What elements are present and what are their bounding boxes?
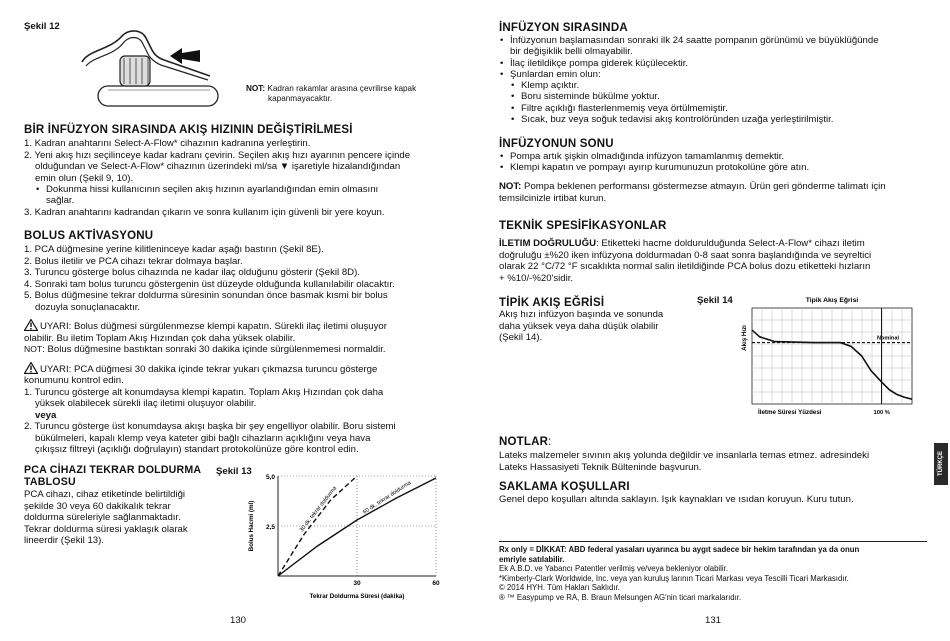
notes-heading	[499, 436, 931, 448]
nominal-label: Nominal	[876, 335, 900, 342]
warning-text: : PCA düğmesi 30 dakika içinde tekrar yukarı çıkmazsa turuncu gösterge	[68, 363, 378, 375]
end-heading: İNFÜZYONUN SONU	[499, 138, 614, 150]
infusion-bullets-2	[499, 58, 929, 80]
refill-heading: PCA CİHAZI TEKRAR DOLDURMA	[24, 464, 202, 476]
warning-label: UYARI	[40, 363, 69, 375]
refill-line: PCA cihazı, cihaz etiketinde belirtildiği	[24, 489, 186, 500]
language-tab	[934, 443, 948, 485]
figure-12-illustration	[60, 28, 245, 116]
infusion-sub-bullet: • Filtre açıklığı flasterlenmemiş veya örtülmemiştir.	[499, 103, 929, 114]
right-page	[475, 0, 950, 641]
specs-lead: İLETIM DOĞRULUĞU	[499, 238, 596, 249]
warning-text: : Bolus düğmesi sürgülenmezse klempi kapatın. Sürekli ilaç iletimi oluşuyor	[68, 321, 387, 332]
bolus-step-2: 2. Bolus iletilir ve PCA cihazı tekrar dolmaya başlar.	[24, 255, 243, 267]
footer-patents: Ek A.B.D. ve Yabancı Patentler verilmiş ve/veya bekleniyor olabilir.	[499, 564, 728, 574]
infusion-heading: İNFÜZYON SIRASINDA	[499, 22, 628, 34]
footer-caution: Rx only = DİKKAT: ABD federal yasaları uyarınca bu aygıt sadece bir hekim tarafından ya da onun	[499, 545, 860, 554]
bolus-step-4: 4. Sonraki tam bolus turuncu göstergenin üst düzeyde olduğunda kullanılabilir olacaktır.	[24, 278, 395, 290]
infusion-bullet-cont: bir değişiklik belli olmayabilir.	[510, 46, 633, 58]
typical-line: daha yüksek veya daha düşük olabilir	[499, 320, 659, 332]
chart-title: Tipik Akış Eğrisi	[805, 297, 859, 304]
x-axis-label: İletme Süresi Yüzdesi	[758, 409, 822, 416]
bolus-check-2: 2. Turuncu gösterge üst konumdaysa akışı başka bir şey engelliyor olabilir. Boru sistemi	[24, 421, 396, 432]
end-bullets	[499, 151, 929, 173]
flow-step-2-cont: olduğundan ve Select-A-Flow* cihazının üzerindeki ml/sa ▼ işaretiyle hizalandığından	[35, 161, 401, 172]
end-bullet: • Klempi kapatın ve pompayı ayırıp kurumunuzun protokolüne göre atın.	[499, 162, 929, 173]
storage-section	[499, 481, 931, 506]
flow-change-heading: BİR İNFÜZYON SIRASINDA AKIŞ HIZININ DEĞİŞTİRİLMESİ	[24, 124, 353, 136]
warning-icon	[24, 362, 38, 374]
warning-label: UYARI	[40, 321, 69, 332]
refill-heading-2: TABLOSU	[24, 476, 76, 488]
bolus-warning-1-cont: olabilir. Bu iletim Toplam Akış Hızından çok daha yüksek olabilir.	[24, 332, 296, 344]
flow-step-1: 1. Kadran anahtarını Select-A-Flow* cihazının kadranına yerleştirin.	[24, 138, 311, 149]
infusion-bullet: • Şunlardan emin olun:	[499, 69, 929, 80]
footer-easypump: ® ™ Easypump ve RA, B. Braun Melsungen AG'nin ticari markalarıdır.	[499, 592, 742, 602]
flow-bullet: • Dokunma hissi kullanıcının seçilen akış hızının ayarlandığından emin olmasını	[24, 184, 464, 195]
refill-line: Tekrar doldurma süresi yaklaşık olarak	[24, 523, 188, 535]
typical-section	[499, 297, 699, 344]
note-text-2: kapanmayacaktır.	[268, 94, 333, 103]
figure-12-caption: Şekil 12	[24, 21, 60, 32]
typical-line: Akış hızı infüzyon başında ve sonunda	[499, 309, 664, 320]
bolus-section	[24, 230, 464, 456]
specs-text-1: : Etiketteki hacme doldurulduğunda Select-A-Flow* cihazı iletim	[596, 238, 865, 249]
specs-text	[499, 238, 931, 250]
refill-line: şekilde 30 veya 60 dakikalık tekrar	[24, 500, 171, 512]
infusion-bullet: • İnfüzyonun başlamasından sonraki ilk 24 saatte pompanın görünümü ve büyüklüğünde	[499, 35, 929, 46]
end-note-cont: temsilcinizle irtibat kurun.	[499, 192, 607, 204]
refill-line: lineerdir (Şekil 13).	[24, 535, 104, 546]
note-label: NOT:	[499, 181, 522, 193]
infusion-sub-bullet: • Boru sisteminde bükülme yoktur.	[499, 91, 929, 102]
refill-section	[24, 464, 224, 547]
footer-trademark: *Kimberly-Clark Worldwide, Inc. veya yan kuruluş larının Ticari Markası veya Tescilli Ticari Markasıdır.	[499, 573, 849, 583]
specs-text-4: + %10/-%20'sidir.	[499, 272, 574, 284]
x-tick-label: 60	[432, 580, 440, 587]
bolus-step-1: 1. PCA düğmesine yerine kilitleninceye kadar aşağı bastırın (Şekil 8E).	[24, 244, 324, 255]
end-bullet: • Pompa artık şişkin olmadığında infüzyon tamamlanmış demektir.	[499, 151, 929, 162]
infusion-sub-bullet: • Sıcak, buz veya soğuk tedavisi akış kontrolöründen uzağa yerleştirilmiştir.	[499, 114, 929, 125]
y-axis-label: Akış Hızı	[741, 325, 748, 351]
language-tab-label: TÜRKÇE	[934, 443, 948, 485]
y-axis-label: Bolus Hacmi (ml)	[248, 500, 255, 552]
bolus-step-5-cont: dozuyla sonuçlanacaktır.	[35, 301, 141, 313]
end-note	[499, 181, 929, 193]
bolus-note	[24, 344, 464, 356]
refill-line: doldurma süreleriyle sağlanmaktadır.	[24, 512, 181, 523]
y-tick-label: 2,5	[265, 524, 275, 531]
storage-text: Genel depo koşulları altında saklayın. Işık kaynakları ve ısıdan koruyun. Kuru tutun.	[499, 494, 854, 505]
note-text: Kadran rakamlar arasına çevrilirse kapak	[267, 84, 417, 93]
warning-icon	[24, 319, 38, 331]
bolus-check-1: 1. Turuncu gösterge alt konumdaysa klempi kapatın. Toplam Akış Hızından çok daha	[24, 386, 384, 398]
notes-line: Lateks malzemeler sıvının akış yolunda değildir ve insanlarla temas etmez. adresindeki	[499, 450, 870, 461]
figure-13-chart	[240, 462, 450, 612]
y-tick-label: 5,0	[265, 474, 275, 481]
x-tick-label: 30	[353, 580, 361, 587]
flow-bullet-list	[24, 184, 464, 195]
infusion-sub-bullet: • Klemp açıktır.	[499, 80, 929, 91]
notes-heading-text: NOTLAR	[499, 436, 549, 448]
figure-13-caption: Şekil 13	[216, 466, 252, 477]
typical-line: (Şekil 14).	[499, 332, 543, 343]
figure-14-chart	[730, 292, 925, 432]
bolus-check-1-cont: yüksek olabilecek sürekli ilaç iletimi oluşuyor olabilir.	[35, 398, 257, 409]
specs-section	[499, 220, 931, 284]
bolus-or: veya	[35, 409, 57, 421]
note-label: NOT	[24, 344, 43, 354]
flow-bullet-cont: sağlar.	[46, 195, 75, 207]
note-label: NOT:	[246, 84, 266, 93]
notes-heading-colon: :	[548, 436, 552, 448]
end-section	[499, 138, 929, 204]
flow-step-3: 3. Kadran anahtarını kadrandan çıkarın ve sonra kullanım için güvenli bir yere koyun.	[24, 206, 385, 218]
infusion-bullets	[499, 35, 929, 46]
bolus-warning-1	[24, 319, 464, 333]
page-number: 131	[705, 615, 722, 626]
note-text: : Bolus düğmesine bastıktan sonraki 30 dakika içinde sürgülenmemesi normaldir.	[42, 344, 386, 355]
series-label: 60 dk. tekrar doldurma	[362, 480, 413, 516]
bolus-step-5: 5. Bolus düğmesine tekrar doldurma süresinin sonundan önce basmak kısmi bir bolus	[24, 290, 388, 301]
note-text: Pompa beklenen performansı göstermezse atmayın. Ürün geri gönderme talimatı için	[521, 181, 886, 193]
series-label: 30 dk. tekrar doldurma	[298, 485, 339, 534]
infusion-section	[499, 22, 929, 125]
page-number: 130	[230, 615, 247, 626]
infusion-sub-bullets	[499, 80, 929, 125]
figure-12-note	[246, 84, 416, 104]
x-marker-label: 100 %	[873, 410, 890, 416]
bolus-warning-2	[24, 362, 464, 376]
bolus-check-2-cont: bükülmeleri, kapalı klemp veya kateter gibi bağlı cihazların açıklığını veya hava	[35, 432, 371, 444]
flow-step-2: 2. Yeni akış hızı seçilinceye kadar kadranı çevirin. Seçilen akış hızı ayarının pencere içinde	[24, 149, 411, 161]
bolus-warning-2-cont: konumunu kontrol edin.	[24, 375, 124, 386]
notes-line: Lateks Hassasiyeti Teknik Bülteninde başvurun.	[499, 461, 702, 473]
storage-heading: SAKLAMA KOŞULLARI	[499, 481, 630, 493]
footer	[499, 541, 927, 603]
specs-text-2: doğruluğu ±%20 iken infüzyona doldurmadan 0-8 saat sonra başlandığında ve seyreltici	[499, 249, 872, 261]
footer-caution-cont: emriyle satılabilir.	[499, 554, 565, 564]
bolus-step-3: 3. Turuncu gösterge bolus cihazında ne kadar ilaç olduğunu gösterir (Şekil 8D).	[24, 267, 360, 278]
specs-text-3: olarak 22 °C/72 °F sıcaklıkta normal salin iletildiğinde PCA bolus dozu etiketteki hızların	[499, 261, 871, 272]
flow-step-2-cont-2: emin olun (Şekil 9, 10).	[35, 172, 134, 184]
infusion-bullet: • İlaç iletildikçe pompa giderek küçülecektir.	[499, 58, 929, 69]
typical-heading: TİPİK AKIŞ EĞRİSİ	[499, 297, 605, 309]
bolus-heading: BOLUS AKTİVASYONU	[24, 230, 154, 242]
notes-section	[499, 436, 931, 473]
footer-copyright: © 2014 HYH. Tüm Hakları Saklıdır.	[499, 583, 620, 593]
figure-14-caption: Şekil 14	[697, 295, 733, 306]
x-axis-label: Tekrar Doldurma Süresi (dakika)	[309, 593, 405, 600]
bolus-check-2-cont-2: çıkışsız filtreyi (açıklığı doğrulayın) standart protokolünüze göre kontrol edin.	[35, 444, 359, 455]
flow-change-section	[24, 124, 464, 218]
specs-heading: TEKNİK SPESİFİKASYONLAR	[499, 220, 667, 232]
